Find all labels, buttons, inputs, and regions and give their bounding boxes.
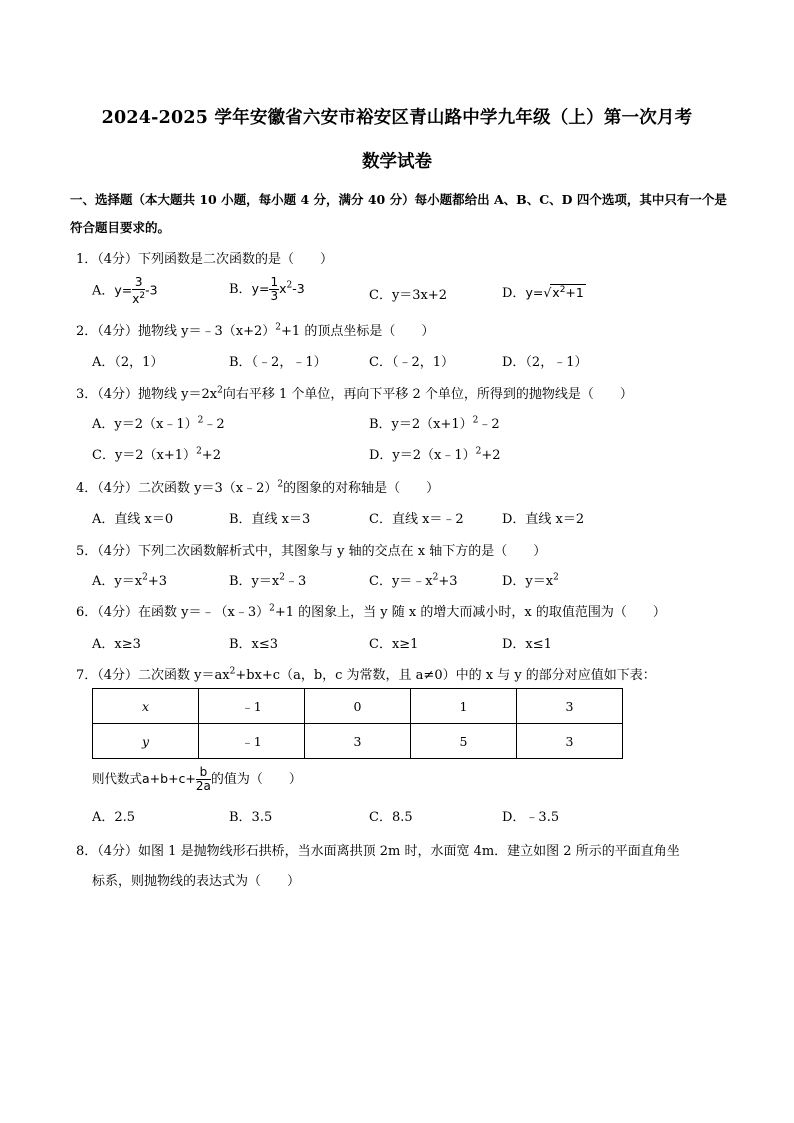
- table-cell: 3: [517, 689, 623, 724]
- question-6-option-c: C．x≥1: [369, 637, 419, 652]
- question-1-option-a: [92, 276, 158, 306]
- question-1-option-b: [229, 276, 305, 303]
- numerator: b: [196, 766, 211, 780]
- exponent: 2: [472, 415, 479, 426]
- stem-text: 6．（4分）在函数 y＝﹣（x﹣3）: [76, 605, 270, 620]
- stem-text: 7．（4分）二次函数 y＝ax: [76, 668, 230, 683]
- question-7-followup: [92, 766, 302, 793]
- table-cell: 3: [517, 724, 623, 759]
- exponent: 2: [286, 280, 293, 291]
- followup-text: 则代数式a+b+c+: [92, 771, 196, 786]
- table-cell: 0: [305, 689, 411, 724]
- option-text: +2: [481, 448, 501, 463]
- question-1-option-c: C．y＝3x+2: [369, 288, 448, 303]
- option-label: B．: [229, 282, 252, 297]
- option-text: +3: [147, 574, 167, 589]
- exponent: 2: [142, 572, 148, 583]
- question-5-option-c: [369, 570, 458, 589]
- value-table: [92, 688, 623, 759]
- option-text: y=: [251, 281, 270, 296]
- question-5-option-a: [92, 570, 167, 589]
- exponent: 2: [432, 572, 439, 583]
- option-text: x: [279, 281, 287, 296]
- stem-text: 3．（4分）抛物线 y＝2x: [76, 387, 218, 402]
- question-5-stem: 5．（4分）下列二次函数解析式中，其图象与 y 轴的交点在 x 轴下方的是（ ）: [76, 544, 547, 559]
- option-text: A．y＝2（x﹣1）: [92, 417, 198, 432]
- exponent: 2: [269, 603, 275, 614]
- question-6-stem: [76, 601, 666, 620]
- option-text: -3: [145, 282, 158, 298]
- table-row: [93, 689, 623, 724]
- table-cell: 3: [305, 724, 411, 759]
- exponent: 2: [217, 385, 223, 396]
- exponent: 2: [475, 446, 482, 457]
- table-cell: 5: [411, 724, 517, 759]
- fraction: [132, 276, 145, 306]
- question-4-option-a: A．直线 x＝0: [92, 512, 174, 527]
- question-8-stem-line1: 8．（4分）如图 1 是抛物线形石拱桥，当水面离拱顶 2m 时，水面宽 4m．建立如图 2 所示的平面直角坐: [76, 844, 680, 859]
- question-1-option-d: [502, 282, 586, 301]
- option-text: D．y＝x: [502, 574, 554, 589]
- radicand: [550, 284, 586, 300]
- question-7-option-b: B．3.5: [229, 810, 273, 825]
- cell-text: x: [141, 698, 150, 714]
- option-text: ﹣3: [284, 574, 307, 589]
- question-1-stem: 1．（4分）下列函数是二次函数的是（ ）: [76, 252, 334, 267]
- option-text: y=: [114, 282, 133, 298]
- stem-text: 4．（4分）二次函数 y＝3（x﹣2）: [76, 481, 278, 496]
- option-text: ﹣2: [478, 417, 500, 432]
- den-base: x: [132, 292, 140, 306]
- radicand-base: x: [552, 285, 560, 300]
- option-text: +3: [438, 574, 458, 589]
- stem-text: +bx+c（a，b，c 为常数，且 a≠0）中的 x 与 y 的部分对应值如下表：: [235, 668, 656, 683]
- question-2-option-a: A．（2，1）: [92, 355, 164, 370]
- question-6-option-a: A．x≥3: [92, 637, 141, 652]
- question-3-option-d: [369, 444, 501, 463]
- radicand-tail: +1: [565, 285, 584, 300]
- option-text: ﹣2: [203, 417, 225, 432]
- exponent: 2: [553, 572, 559, 583]
- option-text: +2: [201, 448, 221, 463]
- followup-text: 的值为（ ）: [210, 772, 302, 787]
- option-text: A．y＝x: [92, 574, 143, 589]
- exam-subtitle: 数学试卷: [362, 152, 432, 172]
- stem-text: +1 的顶点坐标是（ ）: [281, 324, 435, 339]
- stem-text: 2．（4分）抛物线 y＝﹣3（x+2）: [76, 324, 276, 339]
- question-3-option-a: [92, 413, 225, 432]
- question-3-option-c: [92, 444, 221, 463]
- radicand-exponent: 2: [559, 284, 566, 295]
- option-text: C．y＝2（x+1）: [92, 448, 197, 463]
- numerator: 3: [132, 276, 145, 290]
- question-4-option-d: D．直线 x＝2: [502, 512, 585, 527]
- question-8-stem-line2: 标系，则抛物线的表达式为（ ）: [92, 874, 301, 889]
- question-7-option-c: C．8.5: [369, 810, 413, 825]
- question-4-stem: [76, 477, 439, 496]
- radical-sign: √: [543, 285, 552, 300]
- stem-text: 的图象的对称轴是（ ）: [283, 481, 440, 496]
- denominator: 3: [270, 289, 279, 303]
- exponent: 2: [229, 666, 236, 677]
- option-text: D．y＝2（x﹣1）: [369, 448, 476, 463]
- question-7-option-d: D．﹣3.5: [502, 810, 560, 825]
- exponent: 2: [196, 446, 202, 457]
- denominator: 2a: [195, 779, 211, 793]
- option-label: D．: [502, 286, 526, 301]
- denominator: [132, 290, 145, 306]
- question-2-option-b: B．（﹣2，﹣1）: [229, 355, 327, 370]
- question-7-stem: [76, 664, 656, 683]
- exam-title: 2024-2025 学年安徽省六安市裕安区青山路中学九年级（上）第一次月考: [101, 108, 693, 128]
- table-cell: ﹣1: [199, 689, 305, 724]
- exponent: 2: [277, 479, 284, 490]
- question-4-option-c: C．直线 x＝﹣2: [369, 512, 464, 527]
- cell-text: y: [141, 733, 150, 749]
- table-cell: [93, 689, 199, 724]
- question-2-stem: [76, 320, 434, 339]
- fraction: [196, 766, 211, 793]
- question-6-option-b: B．x≤3: [229, 637, 279, 652]
- fraction: [269, 276, 279, 303]
- option-text: -3: [292, 281, 305, 296]
- option-label: A．: [92, 283, 115, 299]
- question-5-option-b: [229, 570, 306, 589]
- option-text: B．y＝2（x+1）: [369, 417, 473, 432]
- exponent: 2: [197, 415, 204, 426]
- option-text: C．y＝﹣x: [369, 574, 433, 589]
- stem-text: 向右平移 1 个单位，再向下平移 2 个单位，所得到的抛物线是（ ）: [222, 387, 633, 402]
- den-exponent: 2: [139, 291, 146, 301]
- numerator: 1: [270, 275, 279, 289]
- question-6-option-d: D．x≤1: [502, 637, 552, 652]
- question-3-stem: [76, 383, 633, 402]
- table-cell: [93, 724, 199, 759]
- question-2-option-d: D．（2，﹣1）: [502, 355, 588, 370]
- table-cell: ﹣1: [199, 724, 305, 759]
- exponent: 2: [275, 322, 282, 333]
- stem-text: +1 的图象上，当 y 随 x 的增大而减小时，x 的取值范围为（ ）: [274, 605, 666, 620]
- exponent: 2: [279, 572, 285, 583]
- option-text: y=: [525, 285, 544, 300]
- question-4-option-b: B．直线 x＝3: [229, 512, 311, 527]
- option-text: B．y＝x: [229, 574, 280, 589]
- table-cell: 1: [411, 689, 517, 724]
- question-7-option-a: A．2.5: [92, 810, 136, 825]
- question-5-option-d: [502, 570, 559, 589]
- question-3-option-b: [369, 413, 500, 432]
- table-row: [93, 724, 623, 759]
- question-2-option-c: C．（﹣2，1）: [369, 355, 454, 370]
- section-heading: 一、选择题（本大题共 10 小题，每小题 4 分，满分 40 分）每小题都给出 A、B、C、D 四个选项，其中只有一个是符合题目要求的。: [70, 192, 727, 235]
